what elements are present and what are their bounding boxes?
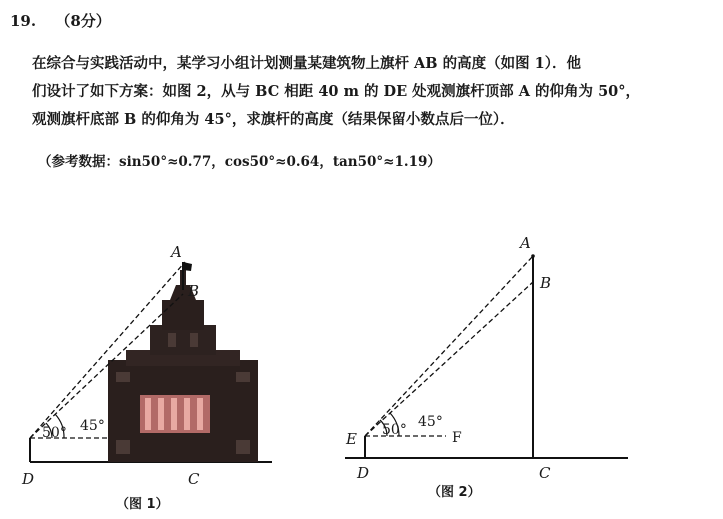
fig2-point-c: C [539,464,551,482]
question-number: 19. [10,12,37,30]
fig2-point-f: F [452,430,462,446]
figure-2 [345,234,628,500]
fig1-point-b: B [188,282,200,300]
fig1-angle-50-label: 50° [42,425,67,441]
fig1-angle-45-label: 45° [80,418,105,434]
figure-1-caption: （图 1） [116,497,169,512]
fig2-point-a: A [520,234,531,252]
reference-data: （参考数据：sin50°≈0.77，cos50°≈0.64，tan50°≈1.19） [38,154,441,170]
building-illustration [108,270,258,462]
question-score: （8分） [55,12,111,30]
fig2-point-e: E [346,430,357,448]
figure-1 [21,243,272,512]
fig2-point-b: B [540,274,552,292]
fig2-point-d: D [357,464,370,482]
figure-2-caption: （图 2） [428,485,481,500]
fig2-angle-50-label: 50° [382,422,407,438]
fig1-point-a: A [171,243,182,261]
fig2-sightline-ea [365,256,533,436]
question-line-3: 观测旗杆底部 B 的仰角为 45°，求旗杆的高度（结果保留小数点后一位）． [32,111,515,128]
fig2-angle-45-label: 45° [418,414,443,430]
question-line-1: 在综合与实践活动中，某学习小组计划测量某建筑物上旗杆 AB 的高度（如图 1）．他 [32,55,581,72]
fig1-point-c: C [188,470,200,488]
fig1-point-d: D [22,470,35,488]
question-line-2: 们设计了如下方案：如图 2，从与 BC 相距 40 m 的 DE 处观测旗杆顶部 A 的仰角为 50°， [32,83,641,100]
